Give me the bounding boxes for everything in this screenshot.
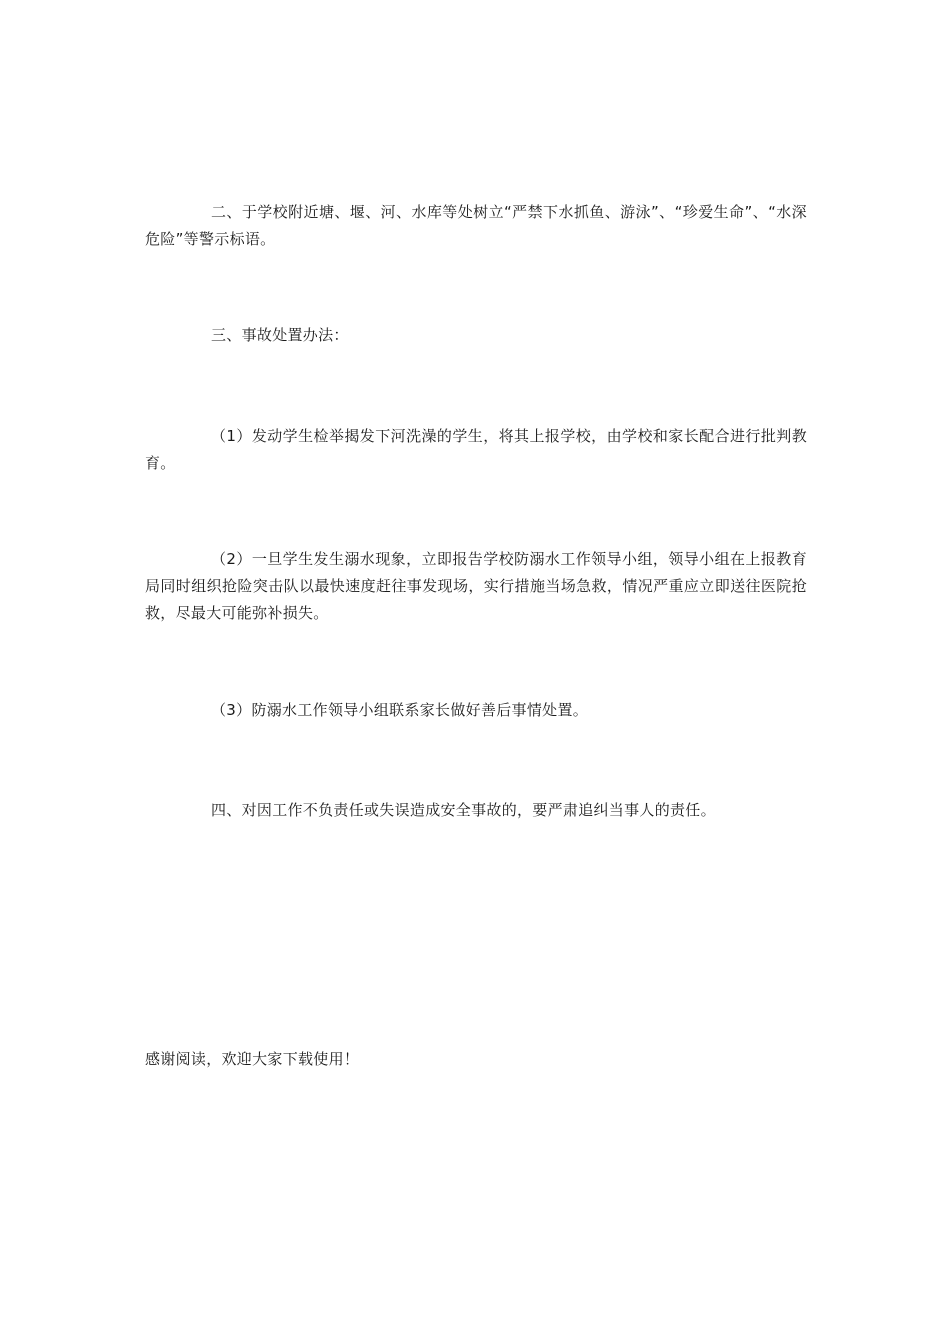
closing-note: 感谢阅读，欢迎大家下载使用！ [145, 1050, 360, 1068]
paragraph-section-heading: 三、事故处置办法： [211, 326, 349, 344]
paragraph-item-1: （1）发动学生检举揭发下河洗澡的学生，将其上报学校，由学校和家长配合进行批判教育。 [145, 427, 807, 472]
paragraph-item-3: （3）防溺水工作领导小组联系家长做好善后事情处置。 [211, 701, 589, 719]
paragraph-warning-signs: 二、于学校附近塘、堰、河、水库等处树立“严禁下水抓鱼、游泳”、“珍爱生命”、“水深危险”等警示标语。 [145, 203, 807, 248]
paragraph-item-2: （2）一旦学生发生溺水现象，立即报告学校防溺水工作领导小组，领导小组在上报教育局同时组织抢险突击队以最快速度赶往事发现场，实行措施当场急救，情况严重应立即送往医院抢救，尽最大可能弥补损失。 [145, 550, 807, 622]
paragraph-responsibility: 四、对因工作不负责任或失误造成安全事故的，要严肃追纠当事人的责任。 [211, 801, 716, 819]
